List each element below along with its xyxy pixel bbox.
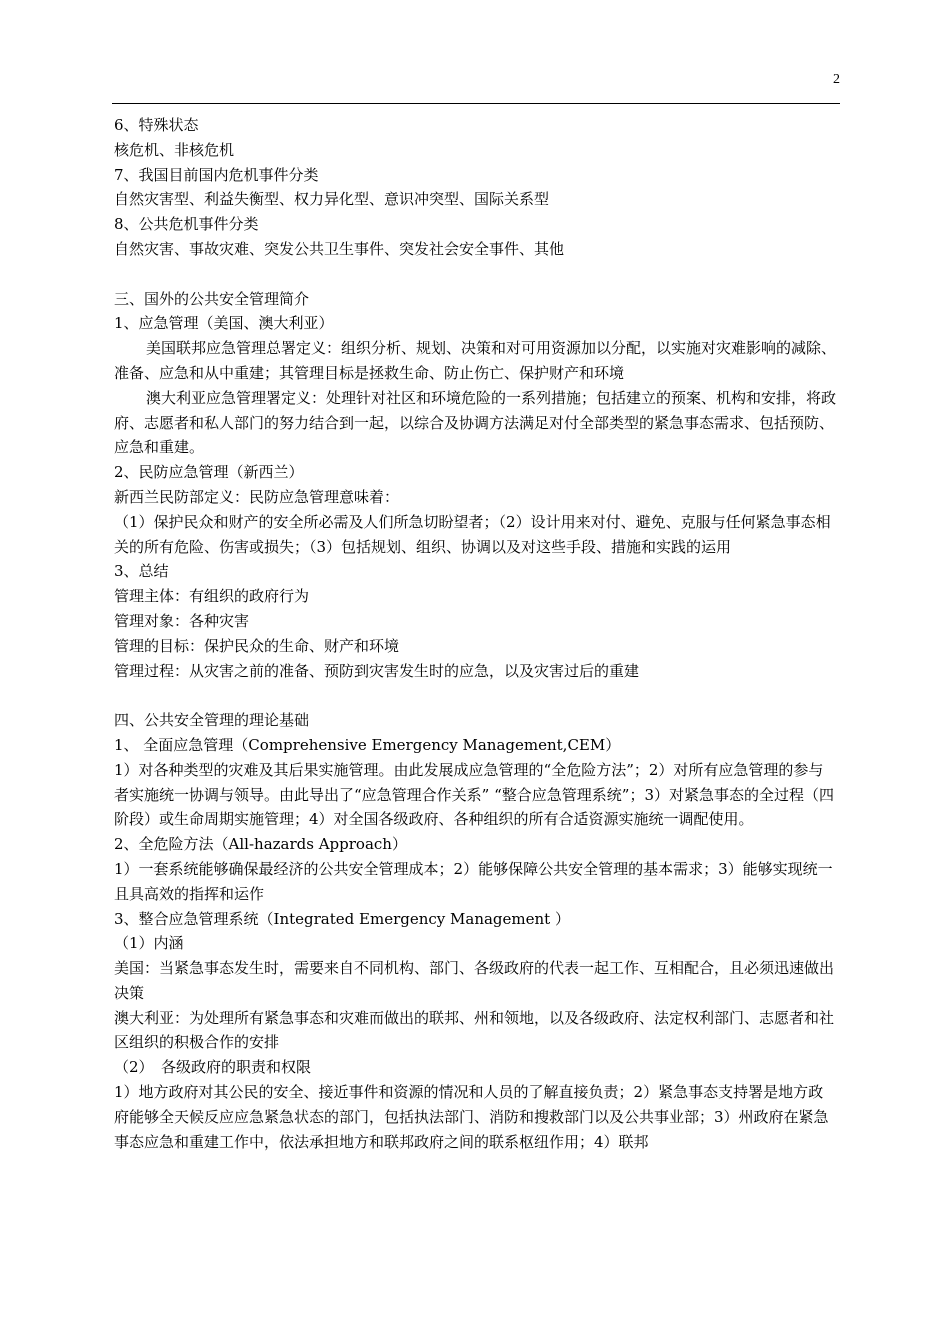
document-body xyxy=(114,113,838,1154)
subheading-summary: 3、总结 xyxy=(114,562,169,581)
heading-domestic-crisis: 7、我国目前国内危机事件分类 xyxy=(114,165,319,184)
subheading-all-hazards: 2、全危险方法（All-hazards Approach） xyxy=(114,835,407,854)
subheading-cem: 1、 全面应急管理（Comprehensive Emergency Management,CEM） xyxy=(114,735,621,754)
section-heading-3: 三、国外的公共安全管理简介 xyxy=(114,289,310,308)
section-heading-4: 四、公共安全管理的理论基础 xyxy=(114,711,310,730)
paragraph-line: 管理主体：有组织的政府行为 xyxy=(114,587,310,606)
subheading-connotation: （1）内涵 xyxy=(114,934,184,953)
paragraph-line: 新西兰民防部定义：民防应急管理意味着： xyxy=(114,487,400,506)
paragraph-cem: 1）对各种类型的灾难及其后果实施管理。由此发展成应急管理的“全危险方法”；2）对所有应急管理的参与者实施统一协调与领导。由此导出了“应急管理合作关系” “整合应急管理系统”；3）对紧急事态的全过程（四阶段）或生命周期实施管理；4）对全国各级政府、各种组织的所有合适资源实施统一调配使用。 xyxy=(114,760,834,829)
paragraph-all-hazards: 1）一套系统能够确保最经济的公共安全管理成本；2）能够保障公共安全管理的基本需求；3）能够实现统一且具高效的指挥和运作 xyxy=(114,859,833,903)
paragraph-line: 管理的目标：保护民众的生命、财产和环境 xyxy=(114,636,400,655)
paragraph-line: 管理过程：从灾害之前的准备、预防到灾害发生时的应急，以及灾害过后的重建 xyxy=(114,661,640,680)
paragraph-us: 美国：当紧急事态发生时，需要来自不同机构、部门、各级政府的代表一起工作、互相配合，且必须迅速做出决策 xyxy=(114,959,835,1002)
paragraph-civil-defence-meaning: （1）保护民众和财产的安全所必需及人们所急切盼望者；（2）设计用来对付、避免、克服与任何紧急事态相关的所有危险、伤害或损失；（3）包括规划、组织、协调以及对这些手段、措施和实践的运用 xyxy=(114,512,831,556)
heading-public-crisis: 8、公共危机事件分类 xyxy=(114,215,259,234)
subheading-civil-defence: 2、民防应急管理（新西兰） xyxy=(114,463,304,482)
blank-line xyxy=(114,683,838,708)
paragraph-ema-definition: 澳大利亚应急管理署定义：处理针对社区和环境危险的一系列措施；包括建立的预案、机构和安排，将政府、志愿者和私人部门的努力结合到一起，以综合及协调方法满足对付全部类型的紧急事态需求、包括预防、应急和重建。 xyxy=(114,388,837,457)
heading-special-state: 6、特殊状态 xyxy=(114,116,199,134)
blank-line xyxy=(114,262,838,287)
subheading-responsibilities: （2） 各级政府的职责和权限 xyxy=(114,1058,312,1077)
paragraph-responsibilities: 1）地方政府对其公民的安全、接近事件和资源的情况和人员的了解直接负责；2）紧急事态支持署是地方政府能够全天候反应应急紧急状态的部门，包括执法部门、消防和搜救部门以及公共事业部；3）州政府在紧急事态应急和重建工作中，依法承担地方和联邦政府之间的联系枢纽作用；4）联邦 xyxy=(114,1083,829,1151)
paragraph-fema-definition: 美国联邦应急管理总署定义：组织分析、规划、决策和对可用资源加以分配，以实施对灾难影响的减除、准备、应急和从中重建；其管理目标是拯救生命、防止伤亡、保护财产和环境 xyxy=(114,339,837,382)
paragraph-line: 核危机、非核危机 xyxy=(114,140,235,159)
paragraph-line: 自然灾害、事故灾难、突发公共卫生事件、突发社会安全事件、其他 xyxy=(114,239,565,258)
subheading-integrated: 3、整合应急管理系统（Integrated Emergency Management ） xyxy=(114,909,570,928)
paragraph-australia: 澳大利亚：为处理所有紧急事态和灾难而做出的联邦、州和领地，以及各级政府、法定权利部门、志愿者和社区组织的积极合作的安排 xyxy=(114,1008,835,1052)
header-rule xyxy=(112,103,840,104)
paragraph-line: 管理对象：各种灾害 xyxy=(114,611,250,630)
paragraph-line: 自然灾害型、利益失衡型、权力异化型、意识冲突型、国际关系型 xyxy=(114,190,550,209)
subheading-emergency-management: 1、应急管理（美国、澳大利亚） xyxy=(114,314,334,333)
page-number: 2 xyxy=(833,72,840,87)
